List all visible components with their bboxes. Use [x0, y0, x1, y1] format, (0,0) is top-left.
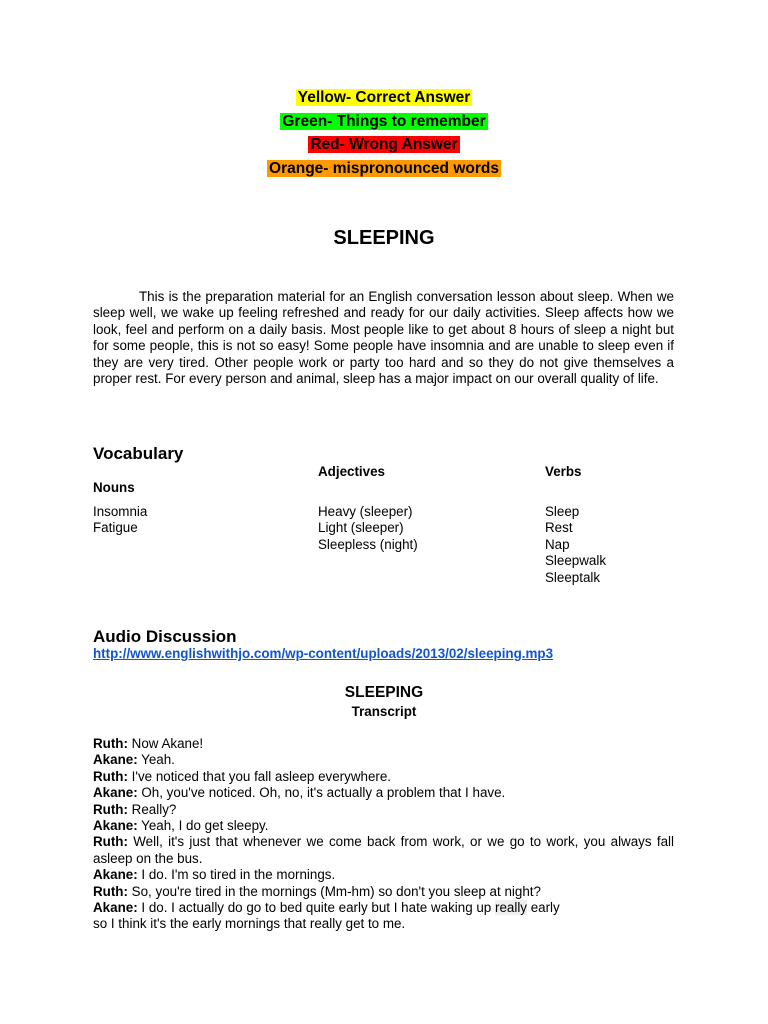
adjective-item: Light (sleeper): [318, 520, 404, 536]
verb-item: Nap: [545, 536, 570, 552]
speaker: Akane:: [93, 785, 138, 801]
transcript-subtitle: Transcript: [351, 704, 417, 719]
faint-highlight-word: really: [494, 900, 527, 916]
nouns-heading: Nouns: [93, 480, 135, 495]
legend-green: Green- Things to remember: [282, 112, 486, 130]
transcript-line: [93, 884, 674, 900]
utterance-end: early: [526, 900, 560, 916]
transcript-line: [93, 802, 674, 818]
vocabulary-heading: Vocabulary: [93, 444, 184, 463]
verbs-list: [545, 504, 606, 586]
speaker: Ruth:: [93, 801, 128, 817]
speaker: Akane:: [93, 900, 138, 916]
speaker: Akane:: [93, 818, 138, 834]
utterance: I do. I actually do go to bed quite early but I hate waking up: [137, 900, 495, 916]
verb-item: Sleeptalk: [545, 569, 601, 585]
nouns-list: [93, 504, 147, 537]
transcript-line: [93, 752, 674, 768]
noun-item: Fatigue: [93, 520, 138, 536]
adjective-item: Sleepless (night): [318, 536, 418, 552]
transcript-line: [93, 769, 674, 785]
transcript-line: [93, 900, 674, 916]
adjective-item: Heavy (sleeper): [318, 504, 413, 519]
noun-item: Insomnia: [93, 504, 148, 519]
utterance: So, you're tired in the mornings (Mm-hm) so don't you sleep at night?: [127, 883, 541, 899]
adjectives-list: [318, 504, 418, 553]
speaker: Akane:: [93, 752, 138, 768]
transcript-line: [93, 785, 674, 801]
utterance: Oh, you've noticed. Oh, no, it's actually a problem that I have.: [137, 785, 506, 801]
verb-item: Sleepwalk: [545, 553, 607, 569]
speaker: Akane:: [93, 867, 138, 883]
legend-orange: Orange- mispronounced words: [269, 159, 499, 177]
speaker: Ruth:: [93, 768, 128, 784]
utterance: Yeah, I do get sleepy.: [137, 818, 269, 834]
transcript-line: [93, 736, 674, 752]
speaker: Ruth:: [93, 883, 128, 899]
utterance: Really?: [127, 801, 177, 817]
page-title: SLEEPING: [333, 227, 435, 249]
color-legend: [0, 87, 768, 181]
transcript-line: [93, 834, 674, 867]
verbs-heading: Verbs: [545, 464, 582, 479]
verb-item: Sleep: [545, 504, 580, 519]
speaker: Ruth:: [93, 736, 128, 751]
audio-link[interactable]: http://www.englishwithjo.com/wp-content/uploads/2013/02/sleeping.mp3: [93, 646, 554, 661]
verb-item: Rest: [545, 520, 573, 536]
transcript-line: [93, 867, 674, 883]
legend-red: Red- Wrong Answer: [310, 136, 458, 153]
transcript-title: SLEEPING: [344, 684, 424, 701]
transcript-line-continuation: so I think it's the early mornings that really get to me.: [93, 916, 406, 932]
utterance: I've noticed that you fall asleep everywhere.: [127, 768, 392, 784]
utterance: I do. I'm so tired in the mornings.: [137, 867, 336, 883]
adjectives-heading: Adjectives: [318, 464, 385, 479]
utterance: Well, it's just that whenever we come back from work, or we go to work, you always fall asleep on the bus.: [93, 834, 674, 866]
legend-yellow: Yellow- Correct Answer: [297, 89, 471, 106]
utterance: Now Akane!: [127, 736, 204, 751]
speaker: Ruth:: [93, 834, 128, 850]
audio-discussion-heading: Audio Discussion: [93, 627, 237, 646]
transcript-body: [93, 736, 674, 933]
intro-paragraph: This is the preparation material for an English conversation lesson about sleep. When we sleep well, we wake up feeling refreshed and ready for our daily activities. Sleep affects how we look, feel and perform on a daily basis. Most people like to get about 8 hours of sleep a night but for some people, this is not so easy! Some people have insomnia and are unable to sleep even if they are very tired. Other people work or party too hard and so they do not give themselves a proper rest. For every person and animal, sleep has a major impact on our overall quality of life.: [93, 289, 674, 387]
transcript-line: [93, 818, 674, 834]
utterance: Yeah.: [137, 752, 175, 768]
